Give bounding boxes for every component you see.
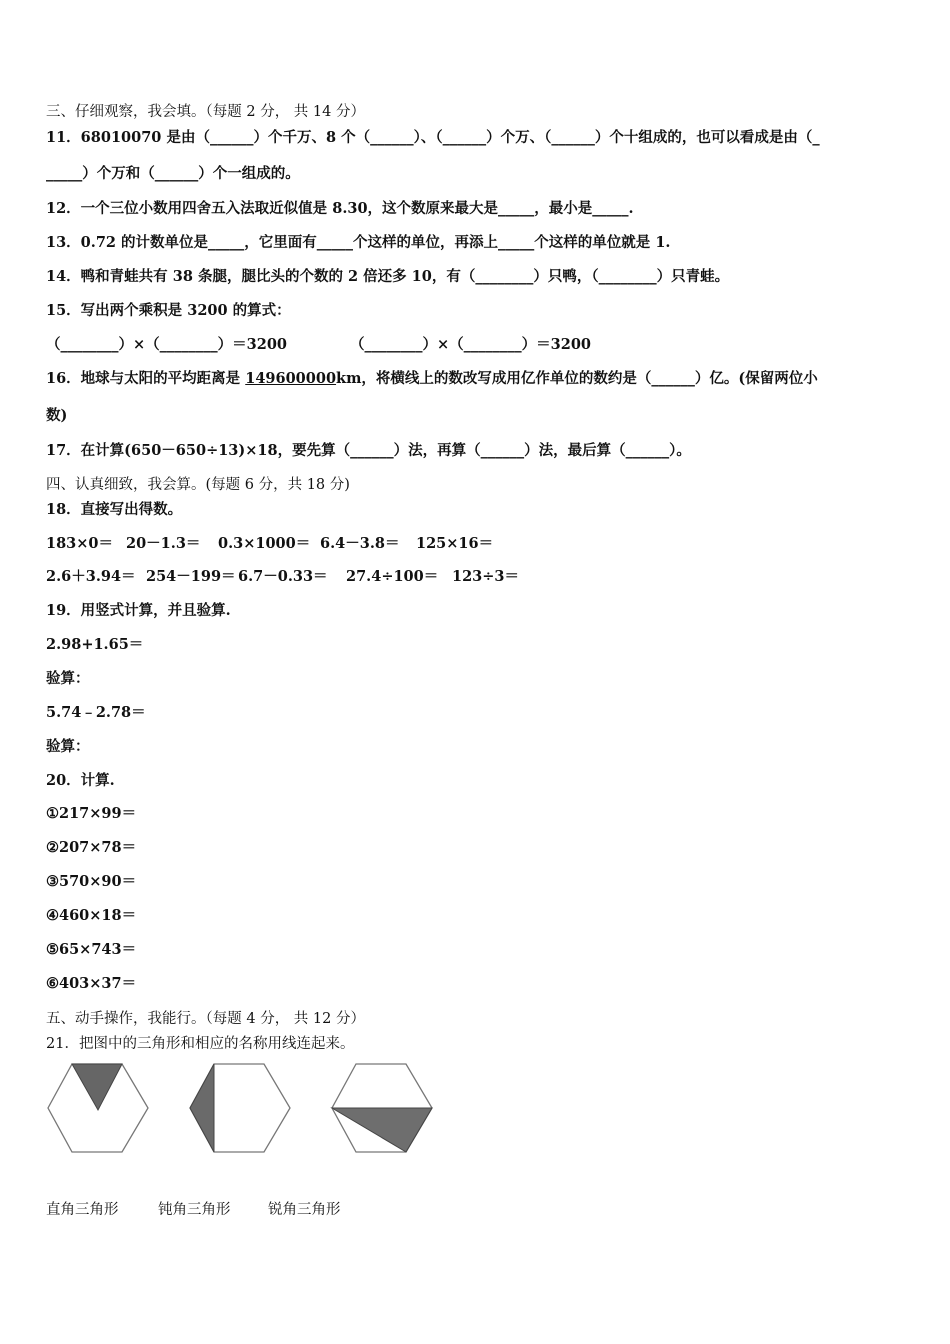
question-20-item-3: ③570×90＝ [46, 873, 137, 890]
q18-item: 20－1.3＝ [126, 535, 201, 552]
label-obtuse-triangle: 钝角三角形 [158, 1202, 231, 1218]
question-20-item-5: ⑤65×743＝ [46, 941, 137, 958]
question-11-line-2: _____）个万和（______）个一组成的。 [46, 165, 300, 182]
triangle-hexagons-figure [40, 1060, 460, 1160]
acute-triangle-shape [72, 1064, 122, 1110]
question-14: 14．鸭和青蛙共有 38 条腿，腿比头的个数的 2 倍还多 10，有（________）只鸭，（________）只青蛙。 [46, 268, 730, 285]
q18-item: 27.4÷100＝ [346, 568, 439, 585]
question-19-expr-2: 5.74﹣2.78＝ [46, 704, 146, 721]
question-21-title: 21．把图中的三角形和相应的名称用线连起来。 [46, 1036, 355, 1052]
label-acute-triangle: 锐角三角形 [268, 1202, 341, 1218]
q18-item: 125×16＝ [416, 535, 494, 552]
question-18-row-1 [46, 534, 493, 554]
question-20-item-4: ④460×18＝ [46, 907, 137, 924]
section-5-title: 五、动手操作，我能行。（每题 4 分， 共 12 分） [46, 1011, 365, 1027]
question-16-number: 149600000 [245, 370, 337, 387]
right-triangle-shape [190, 1064, 214, 1152]
question-11-line-1: 11．68010070 是由（______）个千万、8 个（______）、（______）个万、（______）个十组成的，也可以看成是由（_ [46, 129, 820, 146]
question-18-row-2 [46, 567, 519, 587]
hexagon-3 [332, 1064, 432, 1152]
question-16-suffix: km，将横线上的数改写成用亿作单位的数约是（______）亿。(保留两位小 [336, 370, 818, 387]
question-20-item-2: ②207×78＝ [46, 839, 137, 856]
triangle-labels [46, 1200, 341, 1220]
question-18-title: 18．直接写出得数。 [46, 501, 183, 518]
hexagon-2 [190, 1064, 290, 1152]
question-19-check-1: 验算： [46, 670, 90, 687]
question-16-line-2: 数) [46, 407, 68, 424]
question-15-expr-2: （________）×（________）＝3200 [350, 336, 592, 353]
section-3-title: 三、仔细观察，我会填。（每题 2 分， 共 14 分） [46, 104, 365, 120]
question-15-title: 15．写出两个乘积是 3200 的算式： [46, 302, 291, 319]
question-13: 13．0.72 的计数单位是_____，它里面有_____个这样的单位，再添上_____个这样的单位就是 1. [46, 234, 671, 251]
q18-item: 183×0＝ [46, 535, 114, 552]
question-16-line-1 [46, 369, 818, 389]
question-19-check-2: 验算： [46, 738, 90, 755]
question-12: 12．一个三位小数用四舍五入法取近似值是 8.30，这个数原来最大是_____，最小是_____. [46, 200, 634, 217]
q18-item: 6.7－0.33＝ [238, 568, 328, 585]
hexagon-1 [48, 1064, 148, 1152]
label-right-triangle: 直角三角形 [46, 1202, 119, 1218]
q18-item: 2.6＋3.94＝ [46, 568, 136, 585]
question-19-title: 19．用竖式计算，并且验算. [46, 602, 231, 619]
question-20-item-6: ⑥403×37＝ [46, 975, 137, 992]
q18-item: 0.3×1000＝ [218, 535, 311, 552]
question-16-prefix: 16．地球与太阳的平均距离是 [46, 370, 246, 387]
question-20-item-1: ①217×99＝ [46, 805, 137, 822]
section-4-title: 四、认真细致，我会算。(每题 6 分，共 18 分) [46, 477, 350, 493]
question-19-expr-1: 2.98+1.65＝ [46, 636, 144, 653]
question-15-expr-1: （________）×（________）＝3200 [46, 336, 288, 353]
question-17: 17．在计算(650－650÷13)×18，要先算（______）法，再算（______）法，最后算（______）。 [46, 442, 691, 459]
q18-item: 123÷3＝ [452, 568, 520, 585]
q18-item: 254－199＝ [146, 568, 236, 585]
obtuse-triangle-shape [332, 1108, 432, 1152]
q18-item: 6.4－3.8＝ [320, 535, 400, 552]
question-20-title: 20．计算. [46, 772, 115, 789]
